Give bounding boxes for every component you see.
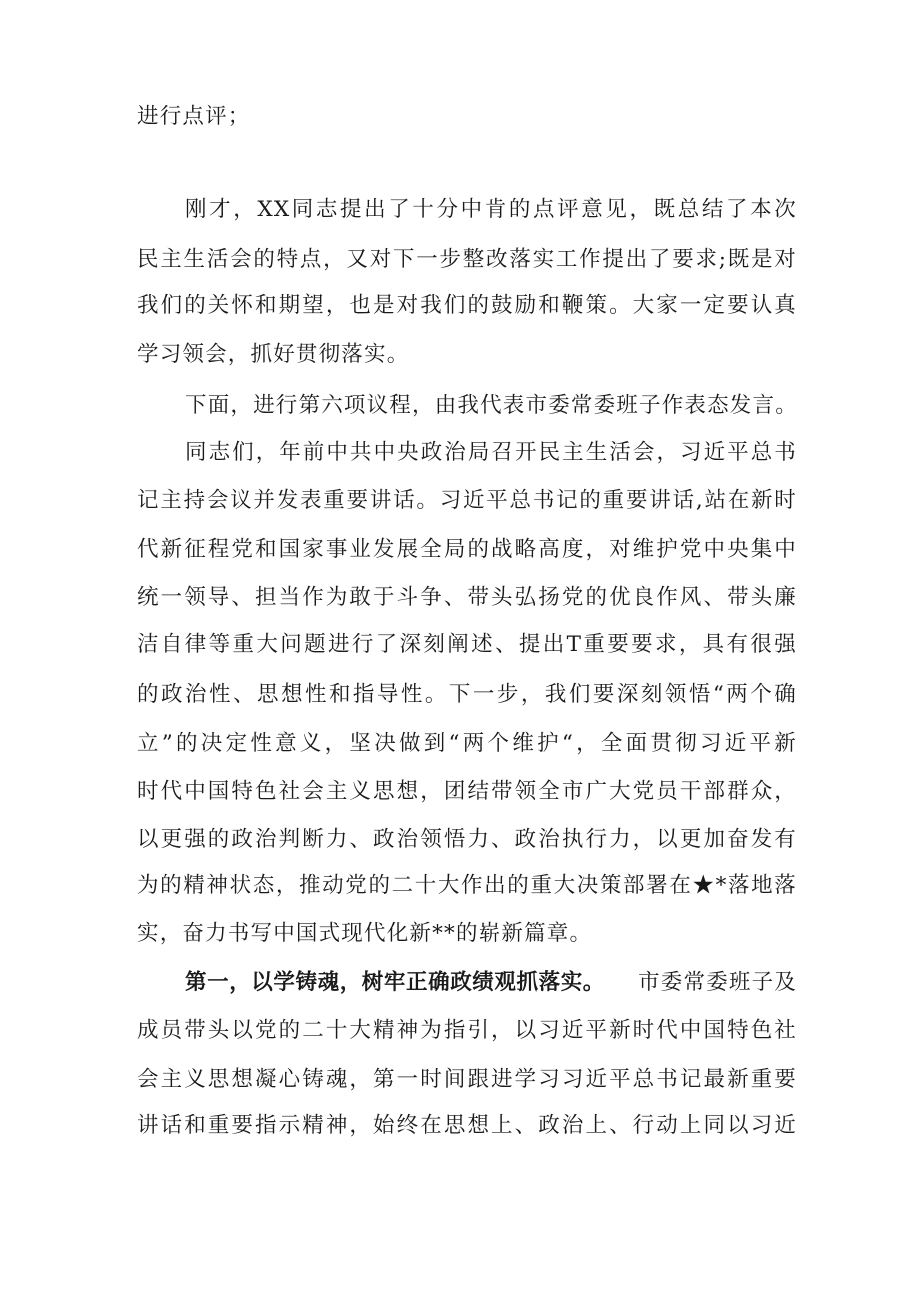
paragraph-line	[185, 963, 797, 1003]
paragraph-line: 成员带头以党的二十大精神为指引，以习近平新时代中国特色社	[137, 1018, 797, 1043]
section-heading: 第一，以学铸魂，树牢正确政绩观抓落实。	[185, 970, 605, 995]
paragraph-line: 下面，进行第六项议程，由我代表市委常委班子作表态发言。	[185, 393, 798, 418]
paragraph-line: 会主义思想凝心铸魂，第一时间跟进学习习近平总书记最新重要	[137, 1067, 797, 1092]
paragraph-line: 讲话和重要指示精神，始终在思想上、政治上、行动上同以习近	[137, 1113, 797, 1138]
paragraph-line: 的政治性、思想性和指导性。下一步，我们要深刻领悟“两个确	[137, 682, 797, 707]
paragraph-line: 时代中国特色社会主义思想，团结带领全市广大党员干部群众，	[137, 779, 797, 804]
paragraph-line: 我们的关怀和期望，也是对我们的鼓励和鞭策。大家一定要认真	[137, 293, 797, 318]
paragraph-line: 实，奋力书写中国式现代化新**的崭新篇章。	[137, 921, 593, 946]
paragraph-line: 立”的决定性意义，坚决做到“两个维护“，全面贯彻习近平新	[137, 731, 797, 756]
paragraph-line: 同志们，年前中共中央政治局召开民主生活会，习近平总书	[185, 440, 797, 465]
paragraph-line: 进行点评；	[137, 104, 251, 129]
paragraph-line: 刚才，XX同志提出了十分中肯的点评意见，既总结了本次	[185, 197, 797, 222]
paragraph-line: 统一领导、担当作为敢于斗争、带头弘扬党的优良作风、带头廉	[137, 585, 797, 610]
paragraph-line: 学习领会，抓好贯彻落实。	[137, 342, 410, 367]
paragraph-line: 代新征程党和国家事业发展全局的战略高度，对维护党中央集中	[137, 537, 797, 562]
paragraph-line: 以更强的政治判断力、政治领悟力、政治执行力，以更加奋发有	[137, 827, 797, 852]
paragraph-line: 民主生活会的特点，又对下一步整改落实工作提出了要求;既是对	[137, 247, 797, 272]
paragraph-text: 市委常委班子及	[638, 970, 797, 995]
paragraph-line: 为的精神状态，推动党的二十大作出的重大决策部署在★*落地落	[137, 873, 797, 898]
paragraph-line: 记主持会议并发表重要讲话。习近平总书记的重要讲话,站在新时	[137, 488, 797, 513]
paragraph-line: 洁自律等重大问题进行了深刻阐述、提出T重要要求，具有很强	[137, 632, 797, 657]
